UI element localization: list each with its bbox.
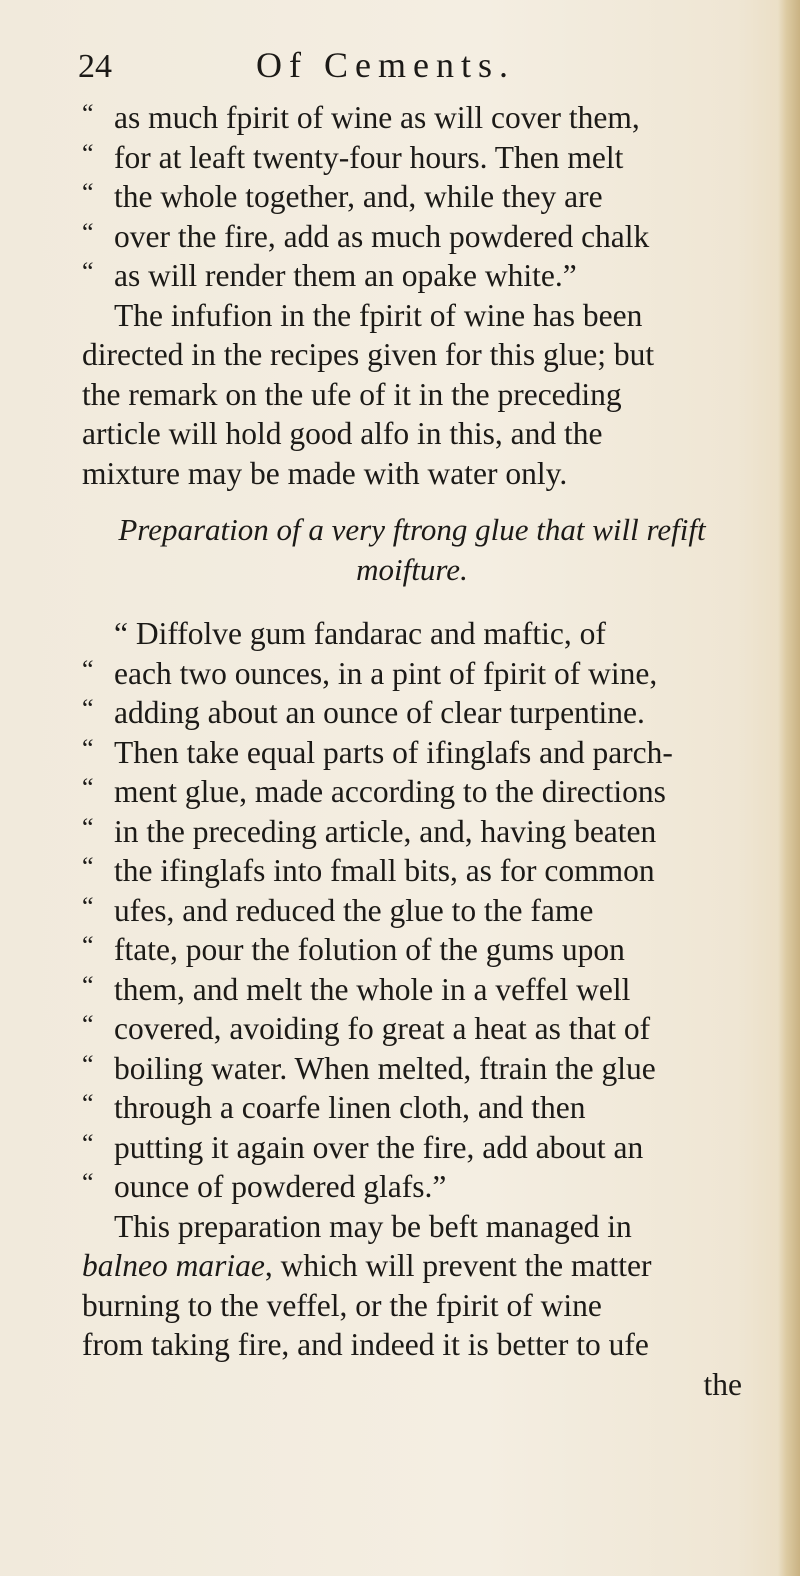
- text-line: “ ment glue, made according to the directions: [82, 772, 742, 812]
- section-heading-line-1: Preparation of a very ftrong glue that will refift: [118, 512, 706, 547]
- text-line-latin: [82, 1246, 742, 1286]
- text-line: from taking fire, and indeed it is better to ufe: [82, 1327, 649, 1362]
- text-line: the remark on the ufe of it in the preceding: [82, 376, 622, 412]
- text-line: burning to the veffel, or the fpirit of wine: [82, 1287, 602, 1323]
- text-line: “ putting it again over the fire, add about an: [82, 1128, 742, 1168]
- text-line: mixture may be made with water only.: [82, 455, 568, 491]
- text-line: “ each two ounces, in a pint of fpirit of wine,: [82, 654, 742, 694]
- text-line: This preparation may be beft managed in: [114, 1208, 632, 1244]
- text-line: “ for at leaft twenty-four hours. Then melt: [82, 138, 742, 178]
- text-line: directed in the recipes given for this glue; but: [82, 337, 655, 372]
- text-line: “ Then take equal parts of ifinglafs and parch-: [82, 733, 742, 773]
- text-line: “ as will render them an opake white.”: [82, 256, 742, 296]
- text-line: “ ounce of powdered glafs.”: [82, 1167, 742, 1207]
- section-heading-line-2: moifture.: [356, 552, 468, 587]
- text-line-rest: , which will prevent the matter: [264, 1248, 652, 1283]
- text-line: “ the ifinglafs into fmall bits, as for common: [82, 851, 742, 891]
- text-line: “ ftate, pour the folution of the gums upon: [82, 930, 742, 970]
- text-line: “ boiling water. When melted, ftrain the glue: [82, 1049, 742, 1089]
- text-line: The infufion in the fpirit of wine has been: [114, 297, 643, 333]
- page-number: 24: [78, 48, 112, 85]
- text-line: “ covered, avoiding fo great a heat as that of: [82, 1009, 742, 1049]
- text-line: “ in the preceding article, and, having beaten: [82, 812, 742, 852]
- page-header: [78, 44, 718, 94]
- text-line: “ them, and melt the whole in a veffel well: [82, 970, 742, 1010]
- running-title: Of Cements.: [256, 45, 515, 85]
- text-line: article will hold good alfo in this, and the: [82, 416, 603, 451]
- text-line: “ adding about an ounce of clear turpentine.: [82, 693, 742, 733]
- page-edge-shading: [778, 0, 800, 1576]
- paragraph-block-1: [82, 98, 742, 493]
- text-line: “ through a coarfe linen cloth, and then: [82, 1088, 742, 1128]
- section-heading: [82, 510, 742, 590]
- text-line: “ ufes, and reduced the glue to the fame: [82, 891, 742, 931]
- text-line: “ as much fpirit of wine as will cover them,: [82, 98, 742, 138]
- paragraph-block-2: [82, 614, 742, 1404]
- latin-phrase: balneo mariae: [82, 1248, 265, 1283]
- catchword: the: [703, 1366, 742, 1402]
- text-line: “ over the fire, add as much powdered chalk: [82, 217, 742, 257]
- text-line: “ Diffolve gum fandarac and maftic, of: [114, 616, 606, 651]
- text-line: “ the whole together, and, while they are: [82, 177, 742, 217]
